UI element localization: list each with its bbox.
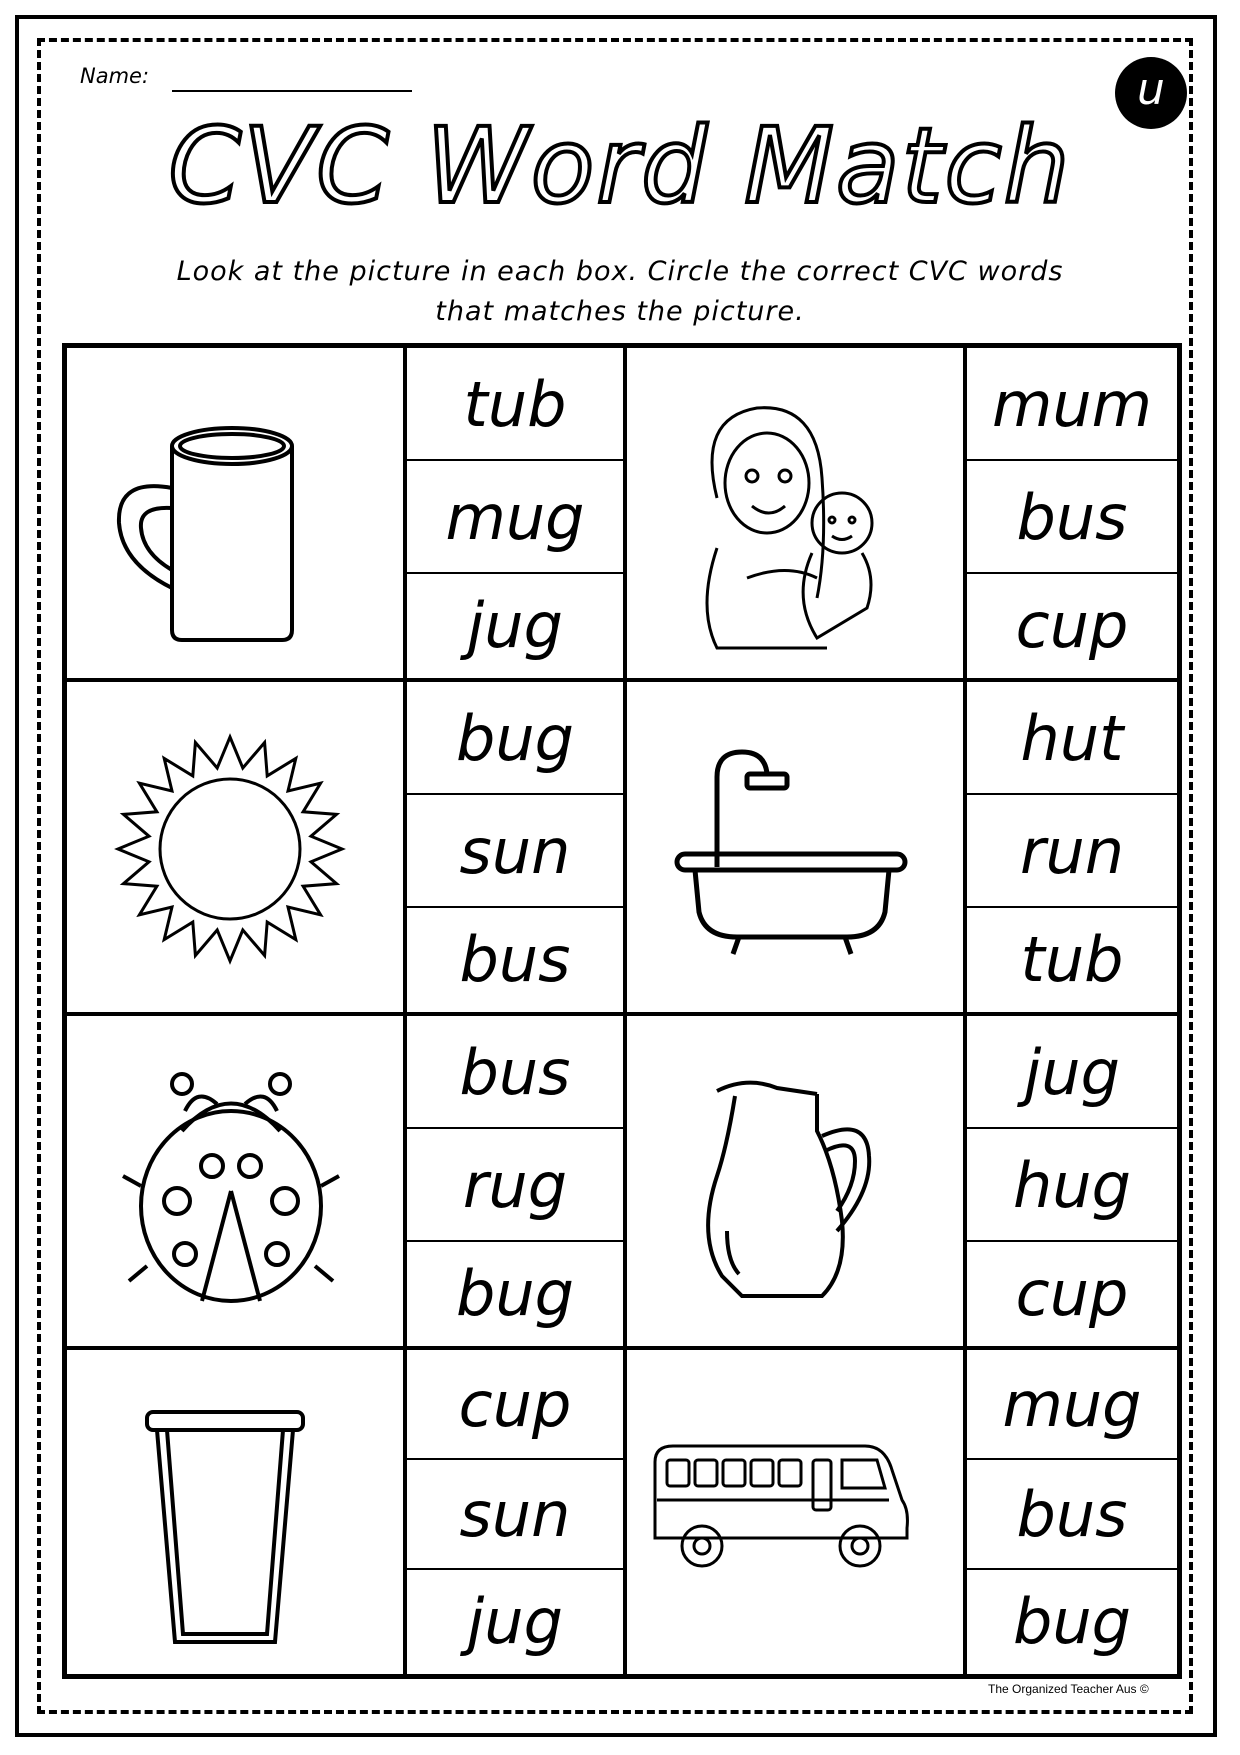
word-option[interactable]: bus — [407, 1016, 623, 1129]
page-title: CVC Word Match — [168, 105, 1072, 227]
instructions — [150, 252, 1090, 332]
word-column — [965, 1348, 1179, 1676]
picture-cell-mug — [65, 346, 405, 680]
word-option[interactable]: mug — [407, 461, 623, 574]
bus-icon — [627, 1350, 967, 1678]
mum-icon — [627, 348, 967, 682]
word-option[interactable]: bus — [459, 923, 571, 996]
name-field[interactable] — [172, 90, 412, 92]
picture-cell-cup — [65, 1348, 405, 1676]
picture-cell-bus — [625, 1348, 965, 1676]
word-option[interactable]: rug — [407, 1129, 623, 1242]
word-column — [405, 346, 625, 680]
copyright-credit: The Organized Teacher Aus © — [988, 1682, 1149, 1696]
word-option[interactable]: cup — [1015, 1257, 1129, 1330]
word-column — [405, 1014, 625, 1348]
cup-icon — [67, 1350, 407, 1678]
bathtub-icon — [627, 682, 967, 1016]
instructions-line-2: that matches the picture. — [435, 296, 805, 327]
word-option[interactable]: tub — [1020, 923, 1124, 996]
picture-cell-jug — [625, 1014, 965, 1348]
picture-cell-mum — [625, 346, 965, 680]
word-option[interactable]: sun — [407, 795, 623, 908]
instructions-line-1: Look at the picture in each box. Circle the correct CVC words — [176, 256, 1064, 287]
word-column — [405, 680, 625, 1014]
picture-cell-sun — [65, 680, 405, 1014]
word-option[interactable]: jug — [467, 589, 563, 662]
word-option[interactable]: hug — [967, 1129, 1177, 1242]
ladybug-icon — [67, 1016, 407, 1350]
badge-letter: u — [1137, 64, 1165, 115]
word-option[interactable]: bus — [967, 1460, 1177, 1570]
word-option[interactable]: cup — [407, 1350, 623, 1460]
word-option[interactable]: mug — [967, 1350, 1177, 1460]
word-option[interactable]: jug — [467, 1585, 563, 1658]
picture-cell-tub — [625, 680, 965, 1014]
word-option[interactable]: hut — [967, 682, 1177, 795]
sun-icon — [67, 682, 407, 1016]
jug-icon — [627, 1016, 967, 1350]
worksheet-grid — [62, 343, 1182, 1679]
word-option[interactable]: bus — [967, 461, 1177, 574]
word-column — [405, 1348, 625, 1676]
mug-icon — [67, 348, 407, 682]
word-option[interactable]: cup — [1015, 589, 1129, 662]
word-option[interactable]: bug — [407, 682, 623, 795]
word-option[interactable]: bug — [1012, 1585, 1131, 1658]
word-column — [965, 680, 1179, 1014]
word-option[interactable]: bug — [455, 1257, 574, 1330]
word-option[interactable]: run — [967, 795, 1177, 908]
word-option[interactable]: mum — [967, 348, 1177, 461]
word-option[interactable]: jug — [967, 1016, 1177, 1129]
word-option[interactable]: sun — [407, 1460, 623, 1570]
word-column — [965, 346, 1179, 680]
picture-cell-bug — [65, 1014, 405, 1348]
word-option[interactable]: tub — [407, 348, 623, 461]
name-label: Name: — [80, 64, 150, 88]
word-column — [965, 1014, 1179, 1348]
